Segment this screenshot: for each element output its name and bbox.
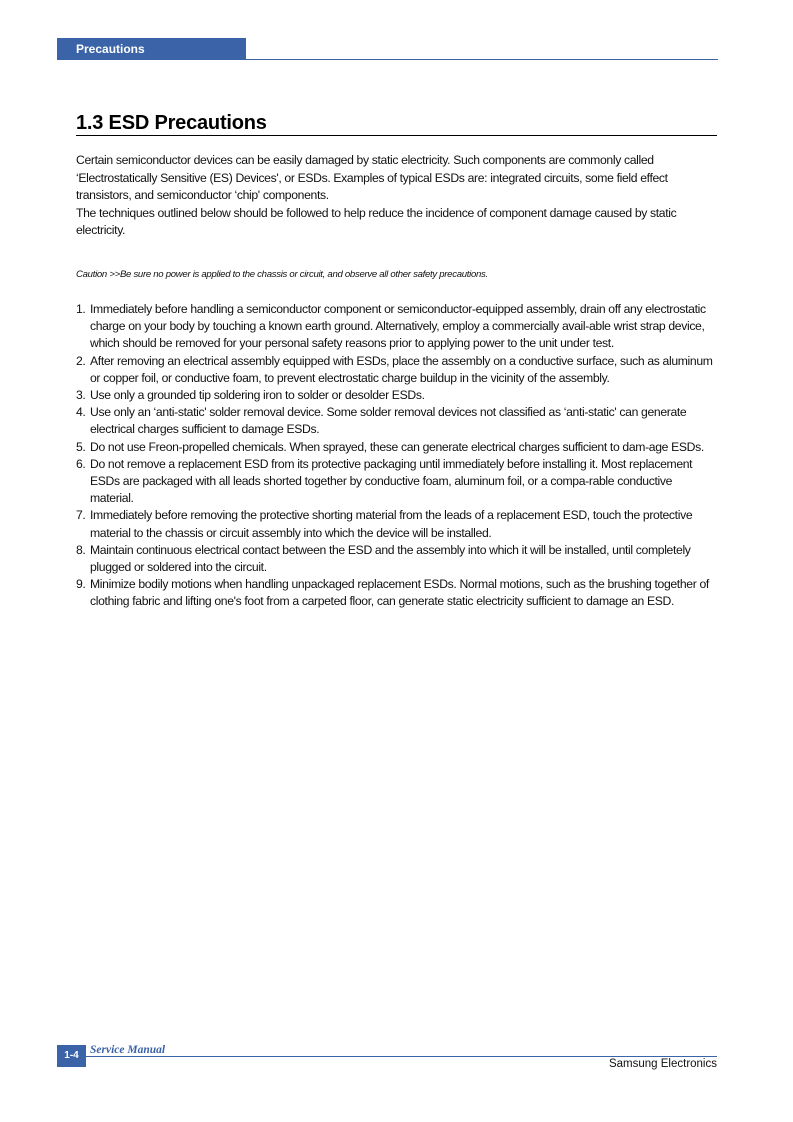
precaution-steps-list	[76, 301, 717, 611]
list-item	[76, 576, 717, 610]
step-text: Maintain continuous electrical contact between the ESD and the assembly into which it will be installed, until completely plugged or soldered into the circuit.	[90, 542, 691, 575]
title-divider	[76, 135, 717, 136]
list-item	[76, 387, 717, 404]
step-text: Minimize bodily motions when handling unpackaged replacement ESDs. Normal motions, such as the brushing together of clothing fabric and lifting one's foot from a carpeted floor, can generate static electricity sufficient to damage an ESD.	[90, 577, 709, 609]
intro-paragraph-1: Certain semiconductor devices can be easily damaged by static electricity. Such components are commonly called ‘Electrostatically Sensitive (ES) Devices', or ESDs. Examples of typical ESDs are: integrated circuits, some field effect transistors, and semiconductor ‘chip' components.	[76, 153, 668, 202]
header-divider	[57, 59, 718, 60]
list-item	[76, 456, 717, 508]
step-text: Use only a grounded tip soldering iron to solder or desolder ESDs.	[90, 388, 425, 403]
step-text: Immediately before removing the protective shorting material from the leads of a replacement ESD, touch the protective material to the chassis or circuit assembly into which the device will be installed.	[90, 508, 693, 540]
step-number: 6.	[76, 456, 86, 471]
step-number: 2.	[76, 353, 86, 368]
intro-paragraph-2: The techniques outlined below should be followed to help reduce the incidence of component damage caused by static electricity.	[76, 205, 677, 237]
list-item	[76, 301, 717, 353]
page-number: 1-4	[57, 1045, 86, 1067]
step-number: 7.	[76, 508, 86, 523]
step-text: Do not use Freon-propelled chemicals. When sprayed, these can generate electrical charges sufficient to dam-age ESDs.	[90, 439, 704, 454]
step-number: 9.	[76, 577, 86, 592]
list-item	[76, 404, 717, 438]
step-number: 3.	[76, 388, 86, 403]
list-item	[76, 353, 717, 387]
manual-label: Service Manual	[90, 1044, 166, 1056]
step-text: Immediately before handling a semiconductor component or semiconductor-equipped assembly, drain off any electrostatic charge on your body by touching a known earth ground. Alternatively, employ a commercially avail-able wrist strap device, which should be removed for your personal safety reasons prior to applying power to the unit under test.	[90, 302, 706, 351]
step-number: 4.	[76, 405, 86, 420]
step-text: Do not remove a replacement ESD from its protective packaging until immediately before installing it. Most replacement ESDs are packaged with all leads shorted together by conductive foam, aluminum foil, or a compa-rable conductive material.	[90, 456, 693, 506]
list-item	[76, 507, 717, 541]
step-text: Use only an ‘anti-static' solder removal device. Some solder removal devices not classified as ‘anti-static' can generate electrical charges sufficient to damage ESDs.	[90, 405, 687, 437]
list-item	[76, 542, 717, 576]
step-text: After removing an electrical assembly equipped with ESDs, place the assembly on a conductive surface, such as aluminum or copper foil, or conductive foam, to prevent electrostatic charge buildup in the vicinity of the assembly.	[90, 353, 713, 385]
intro-text	[76, 152, 717, 240]
step-number: 1.	[76, 302, 86, 316]
list-item	[76, 439, 717, 456]
step-number: 5.	[76, 439, 86, 454]
company-name: Samsung Electronics	[608, 1058, 717, 1070]
step-number: 8.	[76, 542, 86, 557]
caution-note: Caution >>Be sure no power is applied to the chassis or circuit, and observe all other safety precautions.	[76, 269, 488, 280]
page-title: 1.3 ESD Precautions	[76, 112, 267, 134]
section-tab: Precautions	[57, 38, 246, 60]
